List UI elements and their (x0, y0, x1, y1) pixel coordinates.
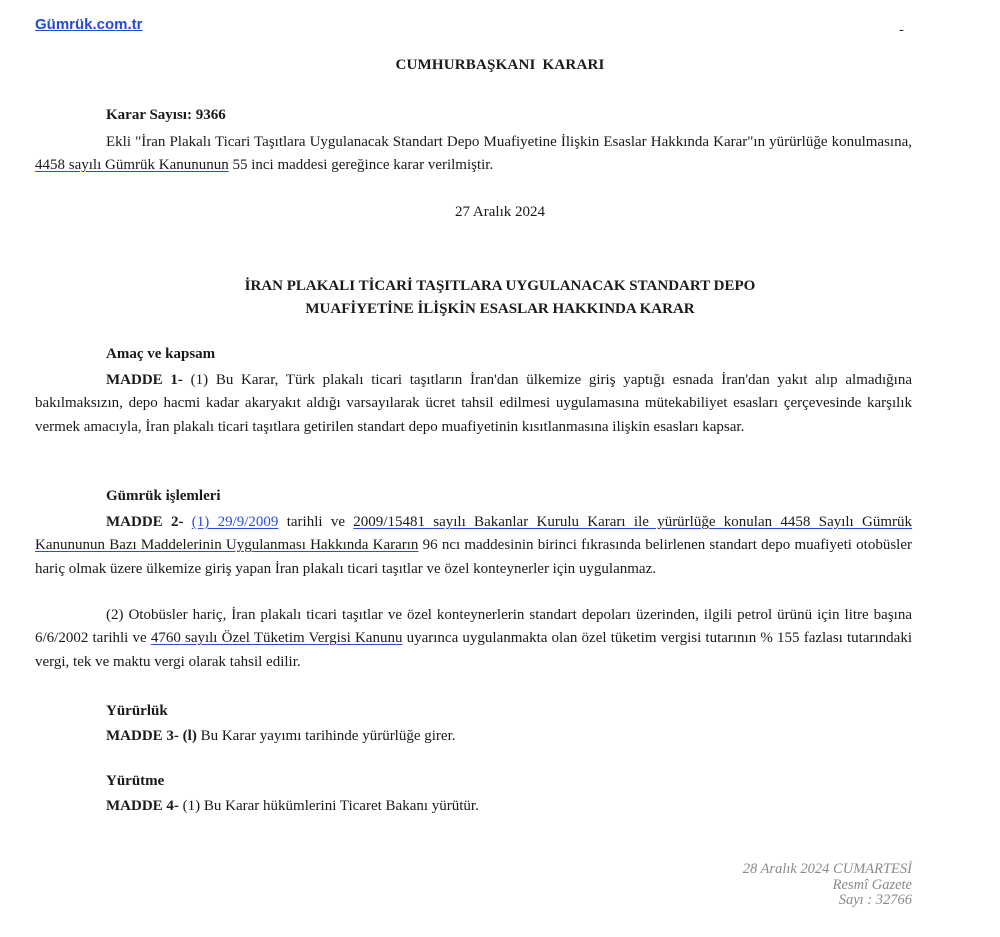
section-heading-customs: Gümrük işlemleri (106, 488, 221, 504)
date-29-9-2009-link[interactable]: (1) 29/9/2009 (191, 514, 279, 530)
article-2-p2-text-1: (2) Otobüsler hariç, İran plakalı ticari taşıtlar ve özel konteynerlerin standart depoları üzerinden, ilgili petrol ürünü için litre başına 6/6/2002 tarihli ve (35, 607, 912, 647)
decision-date: 27 Aralık 2024 (455, 204, 545, 220)
decision-title (0, 275, 1000, 320)
corner-mark: - (899, 22, 904, 38)
decision-title-line1: İRAN PLAKALI TİCARİ TAŞITLARA UYGULANACAK STANDART DEPO (244, 278, 756, 294)
document-title: CUMHURBAŞKANI KARARI (395, 57, 605, 73)
law-4458-link[interactable]: 4458 sayılı Gümrük Kanununun (35, 157, 229, 174)
section-heading-scope: Amaç ve kapsam (106, 346, 216, 362)
article-4-label: MADDE 4- (106, 798, 179, 814)
law-4760-link[interactable]: 4760 sayılı Özel Tüketim Vergisi Kanunu (150, 630, 403, 647)
council-decision-link[interactable]: 2009/15481 sayılı Bakanlar Kurulu Kararı ile yürürlüğe konulan 4458 Sayılı Gümrük Kanununun Bazı Maddelerinin Uygulanması Hakkında Kararın (35, 514, 913, 554)
gazette-date: 28 Aralık 2024 CUMARTESİ (742, 861, 912, 877)
intro-text-1: Ekli "İran Plakalı Ticari Taşıtlara Uygulanacak Standart Depo Muafiyetine İlişkin Esaslar Hakkında Karar"ın yürürlüğe konulmasına, (106, 134, 912, 150)
decision-number (106, 104, 912, 127)
site-link[interactable]: Gümrük.com.tr (35, 16, 143, 33)
article-4-paragraph (106, 795, 912, 818)
article-2-p2-text-2: uyarınca uygulanmakta olan özel tüketim vergisi tutarının % 155 fazlası tutarındaki vergi, tek ve maktu vergi olarak tahsil edilir. (35, 630, 912, 670)
section-heading-enforcement: Yürürlük (106, 703, 168, 719)
article-2-paragraph-1 (35, 511, 912, 581)
article-3-paragraph (106, 725, 912, 748)
intro-text-2: 55 inci maddesi gereğince karar verilmiştir. (228, 157, 494, 174)
article-2-label: MADDE 2- (106, 514, 184, 530)
article-4-text: (1) Bu Karar hükümlerini Ticaret Bakanı yürütür. (178, 798, 479, 814)
article-2-text-2: 96 ncı maddesinin birinci fıkrasında belirlenen standart depo muafiyeti otobüsler hariç olmak üzere ülkemize giriş yapan İran plakalı ticari taşıtlar ve özel konteynerler için uygulanmaz. (35, 537, 912, 577)
article-1-label: MADDE 1- (106, 372, 183, 388)
gazette-name: Resmî Gazete (832, 876, 912, 893)
intro-paragraph (35, 131, 912, 178)
article-1-text: (1) Bu Karar, Türk plakalı ticari taşıtların İran'dan ülkemize giriş yaptığı esnada İran'dan yakıt alıp almadığına bakılmaksızın, depo hacmi kadar akaryakıt aldığı varsayılarak ücret tahsil edilmesi uygulamasına mütekabiliyet esasları çerçevesinde karşılık vermek amacıyla, İran plakalı ticari taşıtlara getirilen standart depo muafiyetinin kısıtlanmasına ilişkin esasları kapsar. (35, 372, 913, 435)
decision-title-line2: MUAFİYETİNE İLİŞKİN ESASLAR HAKKINDA KARAR (305, 300, 695, 317)
gazette-issue: Sayı : 32766 (838, 892, 912, 908)
decision-number-label: Karar Sayısı: 9366 (106, 107, 226, 123)
article-3-label: MADDE 3- (l) (106, 728, 197, 744)
article-3-text: Bu Karar yayımı tarihinde yürürlüğe girer. (196, 728, 456, 744)
article-2-text-1: tarihli ve (278, 514, 354, 530)
article-1-paragraph (35, 369, 912, 439)
article-2-paragraph-2 (35, 604, 912, 674)
gazette-footer (743, 862, 912, 909)
section-heading-execution: Yürütme (106, 773, 165, 789)
